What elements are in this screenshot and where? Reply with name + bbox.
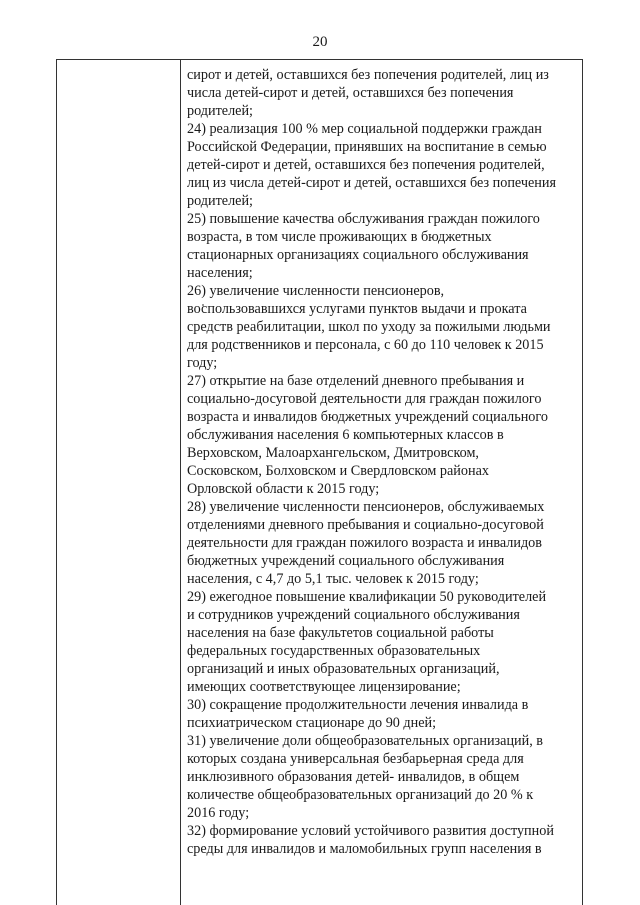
text-line: федеральных государственных образовательных: [187, 643, 481, 659]
text-line: инклюзивного образования детей- инвалидов, в общем: [187, 769, 520, 785]
text-line: воспользовавшихся услугами пунктов выдачи и проката: [187, 301, 527, 317]
text-line: 28) увеличение численности пенсионеров, обслуживаемых: [187, 499, 545, 515]
text-line: возраста, в том числе проживающих в бюджетных: [187, 229, 492, 245]
text-line: родителей;: [187, 193, 253, 209]
text-line: обслуживания населения 6 компьютерных классов в: [187, 427, 504, 443]
text-line: Верховском, Малоархангельском, Дмитровском,: [187, 445, 479, 461]
text-line: детей-сирот и детей, оставшихся без попечения родителей,: [187, 157, 545, 173]
text-line: 30) сокращение продолжительности лечения инвалида в: [187, 697, 529, 713]
text-line: 25) повышение качества обслуживания граждан пожилого: [187, 211, 540, 227]
text-line: населения, с 4,7 до 5,1 тыс. человек к 2015 году;: [187, 571, 479, 587]
text-line: 31) увеличение доли общеобразовательных организаций, в: [187, 733, 544, 749]
text-line: имеющих соответствующее лицензирование;: [187, 679, 461, 695]
text-line: сирот и детей, оставшихся без попечения родителей, лиц из: [187, 67, 549, 83]
document-table: [56, 59, 583, 905]
text-line: родителей;: [187, 103, 253, 119]
text-line: стационарных организациях социального обслуживания: [187, 247, 529, 263]
text-line: числа детей-сирот и детей, оставшихся без попечения: [187, 85, 514, 101]
text-line: социально-досуговой деятельности для граждан пожилого: [187, 391, 542, 407]
text-line: психиатрическом стационаре до 90 дней;: [187, 715, 437, 731]
text-line: и сотрудников учреждений социального обслуживания: [187, 607, 520, 623]
page-number: 20: [312, 34, 328, 50]
text-line: 2016 году;: [187, 805, 250, 821]
text-line: среды для инвалидов и маломобильных групп населения в: [187, 841, 542, 857]
text-line: населения;: [187, 265, 253, 281]
text-line: 26) увеличение численности пенсионеров,: [187, 283, 445, 299]
text-line: количестве общеобразовательных организаций до 20 % к: [187, 787, 534, 803]
text-line: бюджетных учреждений социального обслуживания: [187, 553, 505, 569]
text-line: отделениями дневного пребывания и социально-досуговой: [187, 517, 544, 533]
text-line: Орловской области к 2015 году;: [187, 481, 380, 497]
text-line: организаций и иных образовательных организаций,: [187, 661, 500, 677]
text-line: 29) ежегодное повышение квалификации 50 руководителей: [187, 589, 547, 605]
text-line: Сосковском, Болховском и Свердловском районах: [187, 463, 489, 479]
text-line: населения на базе факультетов социальной работы: [187, 625, 494, 641]
indicators-text-cell: [187, 66, 580, 858]
text-line: возраста и инвалидов бюджетных учреждений социального: [187, 409, 548, 425]
column-divider: [180, 60, 181, 905]
text-line: средств реабилитации, школ по уходу за пожилыми людьми: [187, 319, 551, 335]
text-line: 32) формирование условий устойчивого развития доступной: [187, 823, 554, 839]
text-line: лиц из числа детей-сирот и детей, оставшихся без попечения: [187, 175, 557, 191]
text-line: для родственников и персонала, с 60 до 110 человек к 2015: [187, 337, 544, 353]
text-line: 27) открытие на базе отделений дневного пребывания и: [187, 373, 525, 389]
text-line: году;: [187, 355, 218, 371]
text-line: Российской Федерации, принявших на воспитание в семью: [187, 139, 547, 155]
text-line: 24) реализация 100 % мер социальной поддержки граждан: [187, 121, 542, 137]
text-line: деятельности для граждан пожилого возраста и инвалидов: [187, 535, 542, 551]
text-line: которых создана универсальная безбарьерная среда для: [187, 751, 524, 767]
